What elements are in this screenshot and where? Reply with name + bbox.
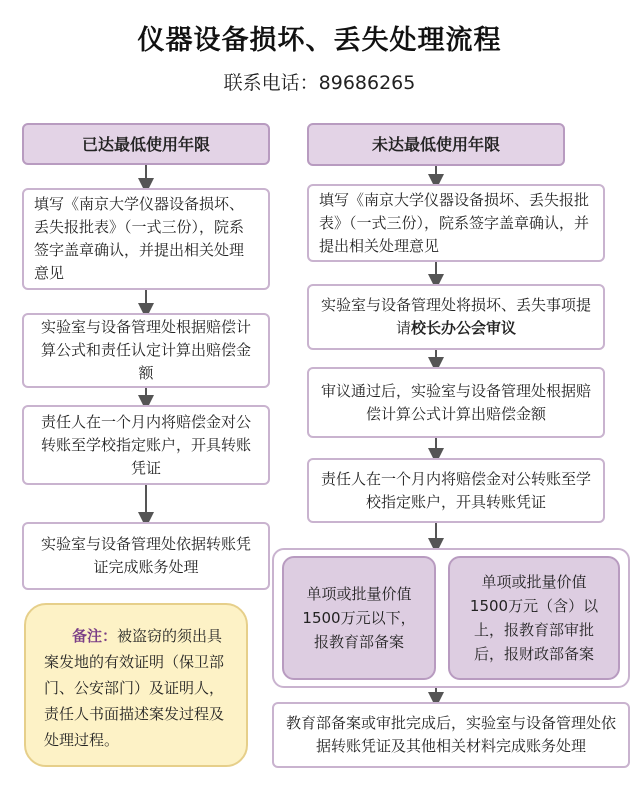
- contact-phone: 联系电话：89686265: [223, 72, 416, 94]
- left-step-4: 实验室与设备管理处依据转账凭证完成账务处理: [22, 522, 270, 590]
- page-title: 仪器设备损坏、丢失处理流程: [137, 25, 502, 56]
- right-step-2: [307, 284, 605, 350]
- branch-above-15m: 单项或批量价值1500万元（含）以上，报教育部审批后，报财政部备案: [448, 556, 620, 680]
- right-step-2-text: 实验室与设备管理处将损坏、丢失事项提请: [320, 296, 591, 337]
- right-step-2-highlight: 校长办公会审议: [411, 319, 517, 337]
- right-final-step: 教育部备案或审批完成后，实验室与设备管理处依据转账凭证及其他相关材料完成账务处理: [272, 702, 630, 768]
- left-step-3: 责任人在一个月内将赔偿金对公转账至学校指定账户，开具转账凭证: [22, 405, 270, 485]
- left-header: 已达最低使用年限: [22, 123, 270, 165]
- note-box: [24, 603, 248, 767]
- note-label: 备注：: [72, 627, 118, 645]
- right-step-1: 填写《南京大学仪器设备损坏、丢失报批表》（一式三份），院系签字盖章确认，并提出相关处理意见: [307, 184, 605, 262]
- right-step-3: 审议通过后，实验室与设备管理处根据赔偿计算公式计算出赔偿金额: [307, 367, 605, 438]
- right-header: 未达最低使用年限: [307, 123, 565, 166]
- right-step-4: 责任人在一个月内将赔偿金对公转账至学校指定账户，开具转账凭证: [307, 458, 605, 523]
- left-step-2: 实验室与设备管理处根据赔偿计算公式和责任认定计算出赔偿金额: [22, 313, 270, 388]
- note-text: 被盗窃的须出具案发地的有效证明（保卫部门、公安部门）及证明人，责任人书面描述案发过程及处理过程。: [44, 627, 225, 749]
- left-step-1: 填写《南京大学仪器设备损坏、丢失报批表》（一式三份），院系签字盖章确认，并提出相关处理意见: [22, 188, 270, 290]
- branch-below-15m: 单项或批量价值1500万元以下，报教育部备案: [282, 556, 436, 680]
